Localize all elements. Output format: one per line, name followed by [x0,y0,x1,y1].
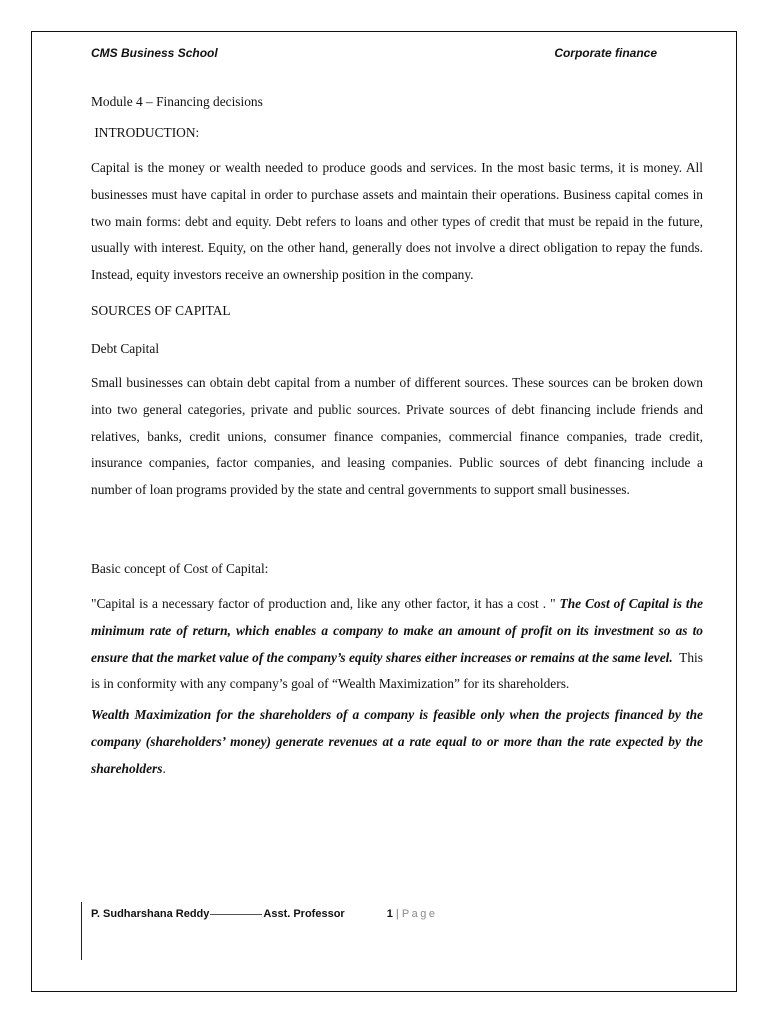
cost-of-capital-paragraph [91,591,707,698]
footer-separator: | [395,908,399,920]
footer-author: P. Sudharshana Reddy [91,908,210,920]
cost-definition: The Cost of Capital is the minimum rate of return, which enables a company to make an amount of profit on its investment so as to ensure that the market value of the company’s equity shares either increases or remains at the same level. [91,595,704,665]
cost-rest: This is in conformity with any company’s goal of “Wealth Maximization” for its shareholders. [91,649,707,692]
introduction-paragraph: Capital is the money or wealth needed to produce goods and services. In the most basic terms, it is money. All businesses must have capital in order to purchase assets and maintain their operations. Business capital comes in two main forms: debt and equity. Debt refers to loans and other types of credit that must be repaid in the future, usually with interest. Equity, on the other hand, generally does not involve a direct obligation to repay the funds. Instead, equity investors receive an ownership position in the company. [91,160,703,283]
footer-page-word: Page [401,908,438,920]
footer-vertical-rule [81,902,82,960]
page-footer [91,908,691,920]
footer-page-number: 1 [386,908,393,920]
wealth-end: . [162,760,166,776]
sources-heading: SOURCES OF CAPITAL [91,302,231,318]
cost-quote: "Capital is a necessary factor of production and, like any other factor, it has a cost . " [91,595,560,611]
document-body [91,92,707,783]
wealth-bold-text: Wealth Maximization for the shareholders of a company is feasible only when the projects financed by the company (shareholders’ money) generate revenues at a rate equal to or more than the rate expected by the shareholders [91,707,703,776]
page-header [91,46,685,66]
module-title: Module 4 – Financing decisions [91,94,263,109]
debt-capital-paragraph: Small businesses can obtain debt capital from a number of different sources. These sources can be broken down into two general categories, private and public sources. Private sources of debt financing include friends and relatives, banks, credit unions, consumer finance companies, commercial finance companies, trade credit, insurance companies, factor companies, and leasing companies. Public sources of debt financing include a number of loan programs provided by the state and central governments to support small businesses. [91,374,703,498]
footer-role: Asst. Professor [263,908,345,920]
introduction-heading: INTRODUCTION: [91,125,200,140]
cost-of-capital-heading: Basic concept of Cost of Capital: [91,560,269,576]
header-school-name: CMS Business School [91,46,218,60]
footer-dash-line [210,914,262,915]
debt-capital-heading: Debt Capital [91,340,160,356]
header-course-name: Corporate finance [554,46,657,60]
wealth-maximization-paragraph [91,702,703,782]
